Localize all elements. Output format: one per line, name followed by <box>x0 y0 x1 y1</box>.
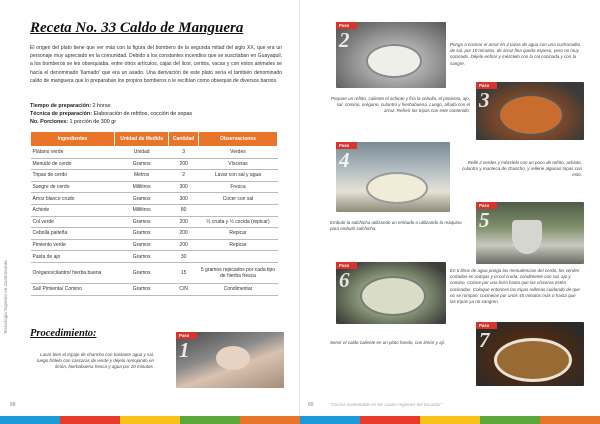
table-cell: Sangre de cerdo <box>31 181 115 193</box>
table-cell: 80 <box>169 204 199 216</box>
table-row <box>31 228 278 240</box>
portions-line <box>30 118 282 126</box>
table-cell: Gramos <box>114 262 168 283</box>
recipe-title: Receta No. 33 Caldo de Manguera <box>30 20 244 36</box>
table-row <box>31 283 278 295</box>
table-cell: 15 <box>169 262 199 283</box>
table-cell: Orégano/cilantro/ hierba buena <box>31 262 115 283</box>
step-badge: Paso <box>336 262 357 269</box>
table-cell: Gramos <box>114 228 168 240</box>
right-page <box>300 0 600 424</box>
step-number: 4 <box>339 148 350 172</box>
table-cell: ½ cruda y ½ cocida (repicar) <box>198 216 277 228</box>
color-bar-segment <box>540 416 600 424</box>
table-row <box>31 170 278 182</box>
table-cell: 200 <box>169 228 199 240</box>
table-cell: Mililitros <box>114 204 168 216</box>
step-3-photo <box>476 82 584 140</box>
side-text: Tecnología Superior en Gastronomía <box>3 260 8 334</box>
table-header-row <box>31 132 278 147</box>
table-cell: 2 <box>169 170 199 182</box>
step-badge: Paso <box>476 202 497 209</box>
table-cell: 30 <box>169 251 199 263</box>
table-cell: Gramos <box>114 158 168 170</box>
step-number: 2 <box>339 28 350 52</box>
table-cell: Gramos <box>114 216 168 228</box>
table-cell: Pimiento verde <box>31 239 115 251</box>
recipe-info <box>30 102 282 126</box>
portions-label: No. Porciones: <box>30 119 69 125</box>
table-cell <box>198 251 277 263</box>
step-1-caption: Lavar bien el tripaje de chancho con bastante agua y sal, luego frótelo con cáscaras de verde y déjelo remojando en limón, hierbabuena fresca y agua por 20 minutos. <box>37 352 154 370</box>
table-cell: Achiote <box>31 204 115 216</box>
column-header: Observaciones <box>198 132 277 147</box>
table-cell: 200 <box>169 158 199 170</box>
table-cell: Plátano verde <box>31 147 115 159</box>
table-row <box>31 251 278 263</box>
color-bar-segment <box>480 416 540 424</box>
footer-text: "Cocina sustentable en las cuatro regiones del Ecuador" <box>330 402 443 407</box>
table-cell: Cocer con sal <box>198 193 277 205</box>
step-6-caption: En 5 litros de agua ponga las menudencias del cerdo, los verdes cortados en rodajas y la col cruda; condimente con sal, ajo y comino. Cocine por una hora hasta que las vísceras estén cocinadas. Coloque entonces las tripas rellenas cuidando de que no se rompan; cocínelas por unos 45 minutos más o hasta que las tripas ya no sangren. <box>450 268 580 305</box>
pan-shape <box>498 94 564 136</box>
table-cell: C/N <box>169 283 199 295</box>
table-row <box>31 262 278 283</box>
table-cell: Unidad <box>114 147 168 159</box>
table-cell: Condimentar <box>198 283 277 295</box>
column-header: Unidad de Medida <box>114 132 168 147</box>
color-bar-segment <box>60 416 120 424</box>
portions-value: 1 porción de 300 gr <box>68 119 116 125</box>
color-bar-segment <box>240 416 300 424</box>
table-cell: 3 <box>169 147 199 159</box>
page-number-right: 89 <box>308 402 314 408</box>
step-5-photo <box>476 202 584 264</box>
technique-value: Elaboración de refritos, cocción de sopas <box>92 111 193 117</box>
table-cell: Tripas de cerdo <box>31 170 115 182</box>
step-6-photo <box>336 262 446 324</box>
table-cell: 200 <box>169 216 199 228</box>
table-row <box>31 158 278 170</box>
page-number-left: 88 <box>10 402 16 408</box>
color-bar-segment <box>180 416 240 424</box>
table-cell: Mililitros <box>114 181 168 193</box>
technique-label: Técnica de preparación: <box>30 111 93 117</box>
color-bar-segment <box>300 416 360 424</box>
step-badge: Paso <box>476 322 497 329</box>
step-3-caption: Prepare un refrito, caliente el achiote y fría la cebolla, el pimiento, ajo, sal, comino, orégano, culantro y hierbabuena. Luego, añada con el arroz. Refreír las tripas con este contenido. <box>330 96 470 114</box>
column-header: Cantidad <box>169 132 199 147</box>
step-4-photo <box>336 142 450 212</box>
table-row <box>31 181 278 193</box>
recipe-intro: El origen del plato tiene que ver más con la figura del bombero de la segunda mitad del siglo XX, que era un personaje muy apreciado en la comunidad. Debido a los constantes incendios que se suscitaban en Guayaquil, a los bomberos se les obsequiaba, entre otros artículos, cajas del licor, cerdos, vacas y con estos animales se hacía el denominado 'llamado' que era un asado. Una derivación de este plato sería el también denominado caldo de manguera que lo preparaban los propios bomberos o le recibían como obsequio de diversos barrios. <box>30 45 282 84</box>
table-row <box>31 216 278 228</box>
soup-pot-shape <box>360 276 426 316</box>
step-2-photo <box>336 22 446 88</box>
table-row <box>31 239 278 251</box>
column-header: Ingredientes <box>31 132 115 147</box>
color-bar-segment <box>420 416 480 424</box>
step-7-caption: Servir el caldo caliente en un plato hondo, con limón y ají. <box>330 340 446 345</box>
table-body <box>31 147 278 296</box>
table-cell: Gramos <box>114 251 168 263</box>
step-badge: Paso <box>336 22 357 29</box>
step-badge: Paso <box>336 142 357 149</box>
color-bar-segment <box>360 416 420 424</box>
technique-line <box>30 110 282 118</box>
table-row <box>31 193 278 205</box>
step-1-photo <box>176 332 284 388</box>
hands-shape <box>216 346 250 370</box>
table-cell: Gramos <box>114 283 168 295</box>
table-cell: 300 <box>169 181 199 193</box>
step-number: 6 <box>339 268 350 292</box>
step-number: 7 <box>479 328 490 352</box>
procedure-title: Procedimiento: <box>30 328 97 339</box>
step-number: 3 <box>479 88 490 112</box>
table-cell: Cebolla paiteña <box>31 228 115 240</box>
table-cell: Repicar <box>198 239 277 251</box>
step-7-photo <box>476 322 584 386</box>
table-cell: Verdes <box>198 147 277 159</box>
table-cell: Sal/ Pimienta/ Comino <box>31 283 115 295</box>
pot-shape <box>366 44 422 78</box>
table-cell: Metros <box>114 170 168 182</box>
bowl-shape <box>366 172 428 204</box>
table-cell: Gramos <box>114 193 168 205</box>
table-cell: Gramos <box>114 239 168 251</box>
table-cell: Repicar <box>198 228 277 240</box>
prep-time-value: 2 horas <box>91 103 111 109</box>
table-cell: 300 <box>169 193 199 205</box>
color-bar-segment <box>120 416 180 424</box>
color-bar-segment <box>0 416 60 424</box>
table-cell: 5 gramos repicados por cada tipo de hierba fresca <box>198 262 277 283</box>
step-badge: Paso <box>476 82 497 89</box>
table-cell: 200 <box>169 239 199 251</box>
ingredients-table <box>30 131 278 296</box>
soup-plate-shape <box>494 338 572 382</box>
table-cell: Fresca <box>198 181 277 193</box>
step-2-caption: Ponga a cocinar el arroz en 4 tazas de agua con una cucharadita de sal, por 10 minutos, de arroz fina queda espeso, pero no muy cocinado. Déjelo enfriar y mézclelo con la col cocinada y con la sangre. <box>450 42 581 66</box>
step-number: 1 <box>179 338 190 362</box>
table-cell: Menudo de cerdo <box>31 158 115 170</box>
funnel-shape <box>512 220 542 254</box>
table-row <box>31 147 278 159</box>
table-cell: Pasta de ajo <box>31 251 115 263</box>
step-badge: Paso <box>176 332 197 339</box>
step-number: 5 <box>479 208 490 232</box>
prep-time-line <box>30 102 282 110</box>
table-cell: Col verde <box>31 216 115 228</box>
step-4-caption: Rellé 2 verdes y mézclelo con un poco de refrito, achiote, culantro y manteca de chancho, y rellene algunas tripas con esto. <box>462 160 582 178</box>
prep-time-label: Tiempo de preparación: <box>30 103 92 109</box>
table-row <box>31 204 278 216</box>
table-cell: Vísceras <box>198 158 277 170</box>
table-cell: Arroz blanco crudo <box>31 193 115 205</box>
table-cell: Lavar con sal y agua <box>198 170 277 182</box>
step-5-caption: Embutir la salchicha utilizando un embudo o utilizando la máquina para embutir salchicha. <box>330 220 462 232</box>
table-cell <box>198 204 277 216</box>
